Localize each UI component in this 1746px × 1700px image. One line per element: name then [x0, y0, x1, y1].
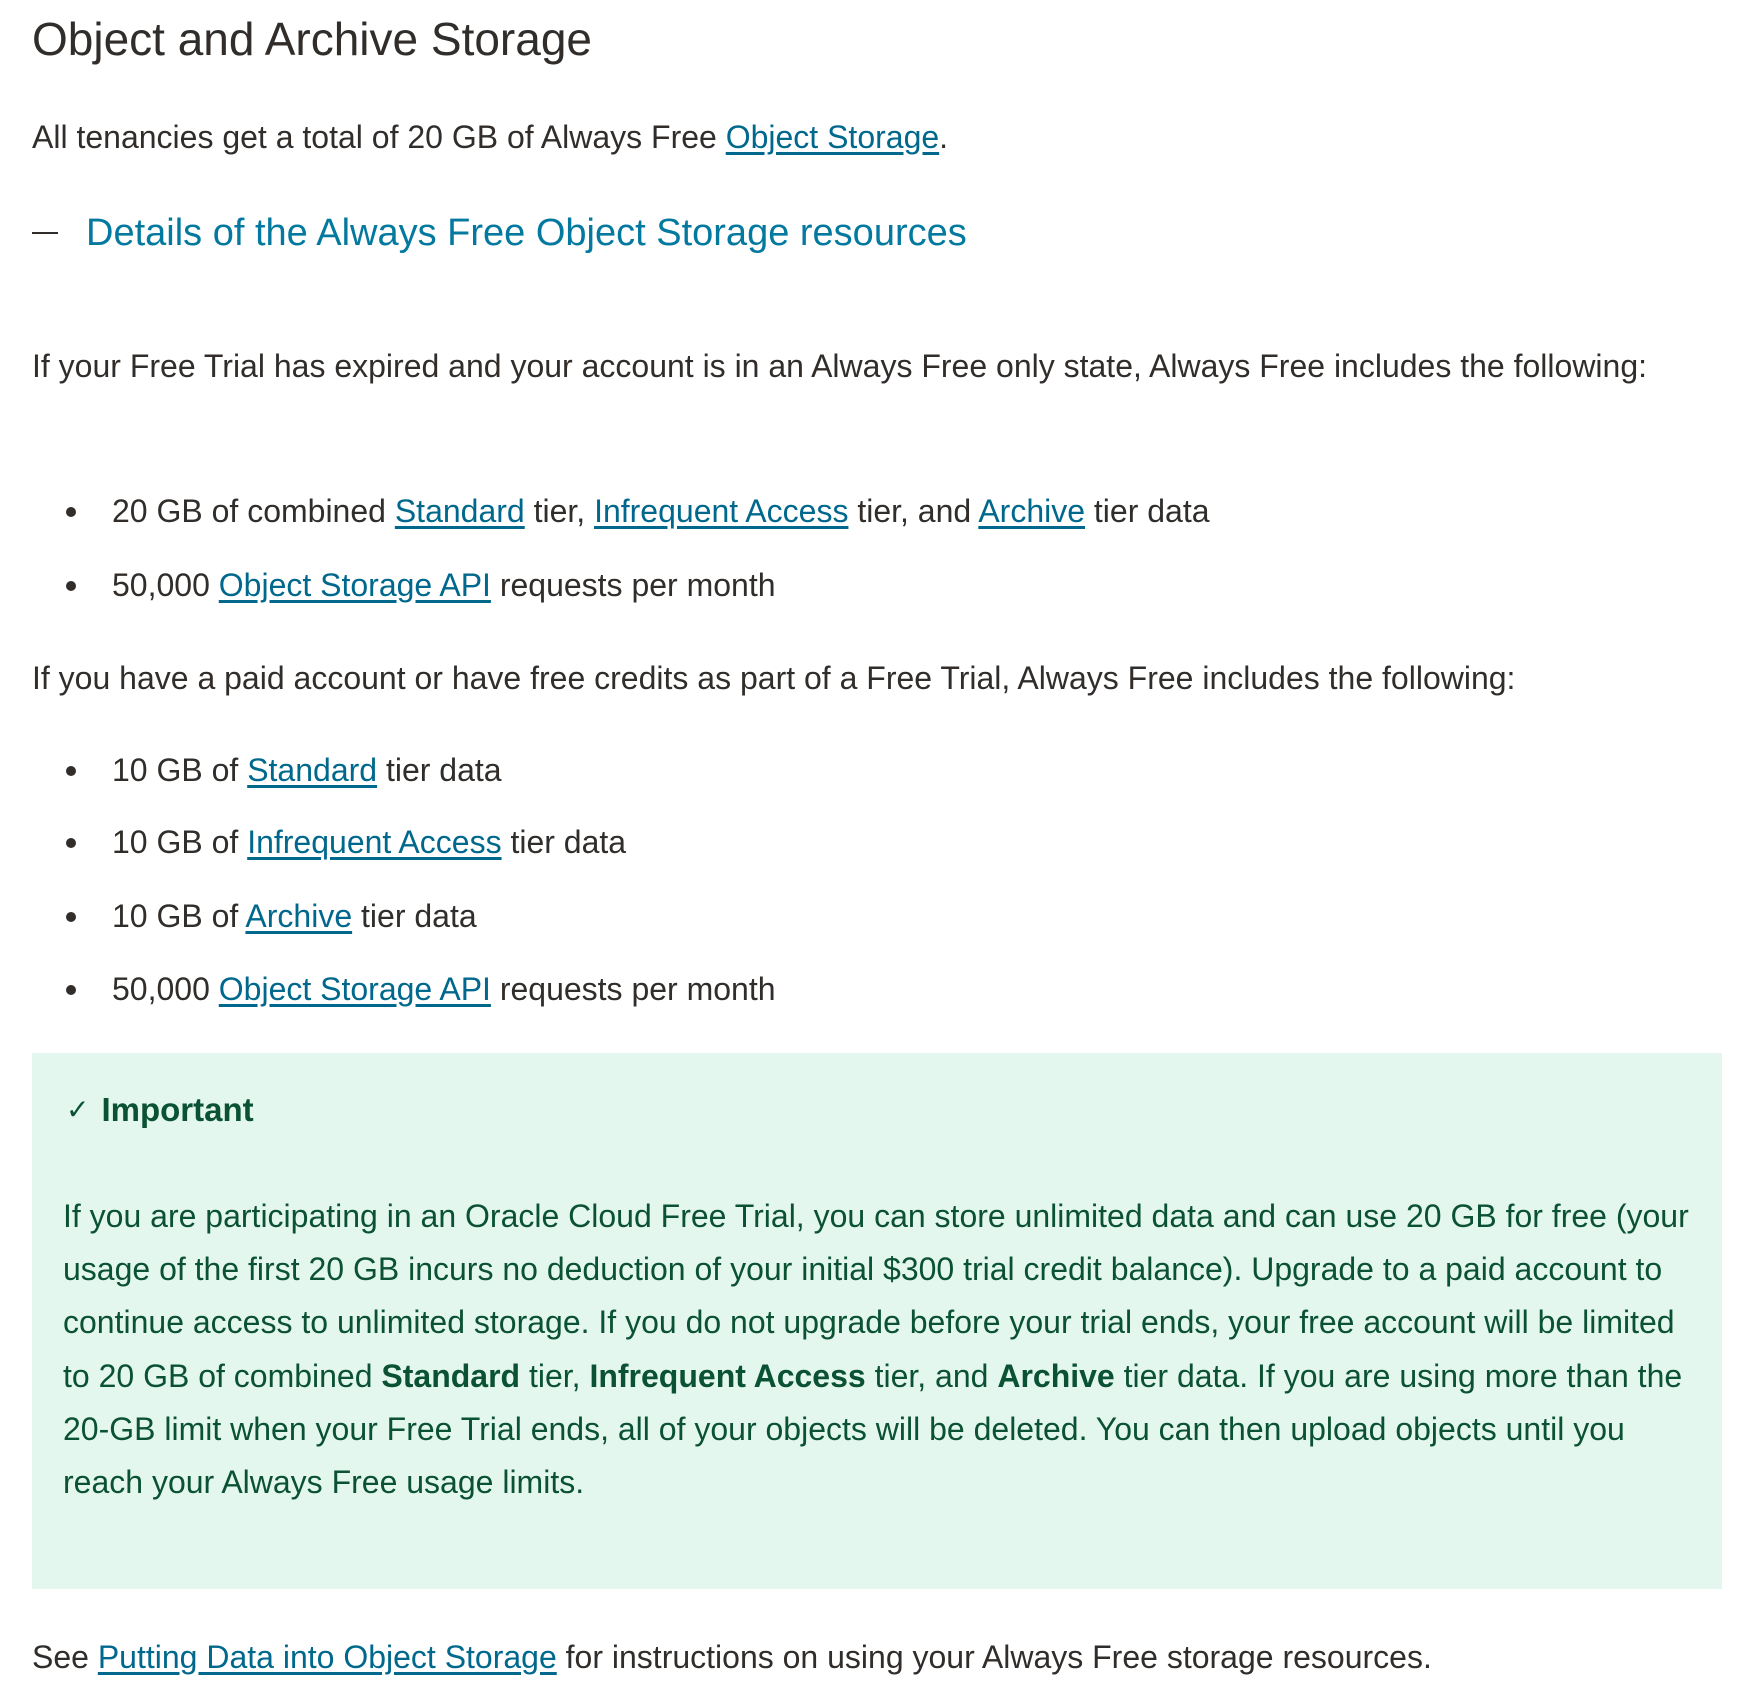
standard-link[interactable]: Standard: [247, 752, 378, 788]
footer-paragraph: [32, 1631, 1432, 1684]
infrequent-access-link[interactable]: Infrequent Access: [247, 824, 502, 860]
intro-paragraph: [32, 111, 948, 164]
item-text: 10 GB of: [112, 752, 248, 788]
intro-text: All tenancies get a total of 20 GB of Always Free: [32, 119, 726, 155]
item-text: tier data: [1085, 493, 1210, 529]
bullet-icon: [66, 581, 76, 591]
note-bold-infrequent-access: Infrequent Access: [589, 1357, 866, 1394]
details-toggle[interactable]: [32, 208, 967, 258]
item-text: 10 GB of: [112, 898, 246, 934]
note-text: tier data. If you are using more than the 20-GB limit when your Free Trial ends, all of your objects will be deleted. You can then upload objects until you reach your Always Free usage limits.: [63, 1357, 1683, 1501]
bullet-icon: [66, 912, 76, 922]
expired-paragraph: If your Free Trial has expired and your account is in an Always Free only state, Always Free includes the following:: [32, 348, 1648, 384]
bullet-icon: [66, 766, 76, 776]
object-storage-api-link[interactable]: Object Storage API: [218, 971, 491, 1007]
putting-data-link[interactable]: Putting Data into Object Storage: [97, 1639, 557, 1675]
note-bold-standard: Standard: [381, 1357, 521, 1394]
object-storage-link[interactable]: Object Storage: [725, 119, 940, 155]
intro-text-end: .: [939, 119, 949, 155]
infrequent-access-link[interactable]: Infrequent Access: [594, 493, 849, 529]
important-title: [66, 1085, 254, 1135]
bullet-icon: [66, 838, 76, 848]
note-text: If you are participating in an Oracle Cloud Free Trial, you can store unlimited data and can use 20 GB for free (your usage of the first 20 GB incurs no deduction of your initial $300 trial credit balance). Upgrade to a paid account to continue access to unlimited storage. If you do not upgrade before your trial ends, your free account will be limited to 20 GB of combined: [63, 1198, 1689, 1394]
item-text: requests per month: [490, 567, 776, 603]
item-text: tier data: [501, 824, 627, 860]
bullet-icon: [66, 985, 76, 995]
note-bold-archive: Archive: [997, 1357, 1115, 1394]
item-text: 20 GB of combined: [112, 493, 395, 529]
important-title-text: Important: [101, 1091, 254, 1128]
footer-text-end: for instructions on using your Always Free storage resources.: [556, 1639, 1432, 1675]
standard-link[interactable]: Standard: [394, 493, 525, 529]
paid-paragraph: If you have a paid account or have free credits as part of a Free Trial, Always Free includes the following:: [32, 660, 1516, 696]
item-text: tier, and: [848, 493, 979, 529]
item-text: 50,000: [112, 567, 219, 603]
page-title: Object and Archive Storage: [32, 13, 592, 65]
object-storage-api-link[interactable]: Object Storage API: [218, 567, 491, 603]
note-text: tier,: [520, 1357, 590, 1394]
item-text: tier data: [352, 898, 477, 934]
important-note: [32, 1053, 1722, 1589]
item-text: 50,000: [112, 971, 219, 1007]
details-toggle-label: Details of the Always Free Object Storage resources: [86, 212, 967, 254]
archive-link[interactable]: Archive: [978, 493, 1086, 529]
archive-link[interactable]: Archive: [245, 898, 353, 934]
footer-text: See: [32, 1639, 98, 1675]
note-text: tier, and: [865, 1357, 998, 1394]
item-text: 10 GB of: [112, 824, 248, 860]
item-text: tier data: [377, 752, 502, 788]
checkmark-icon: ✓: [66, 1094, 90, 1125]
minus-icon: [32, 232, 58, 234]
item-text: tier,: [524, 493, 595, 529]
bullet-icon: [66, 507, 76, 517]
important-body: [63, 1190, 1703, 1509]
item-text: requests per month: [490, 971, 776, 1007]
